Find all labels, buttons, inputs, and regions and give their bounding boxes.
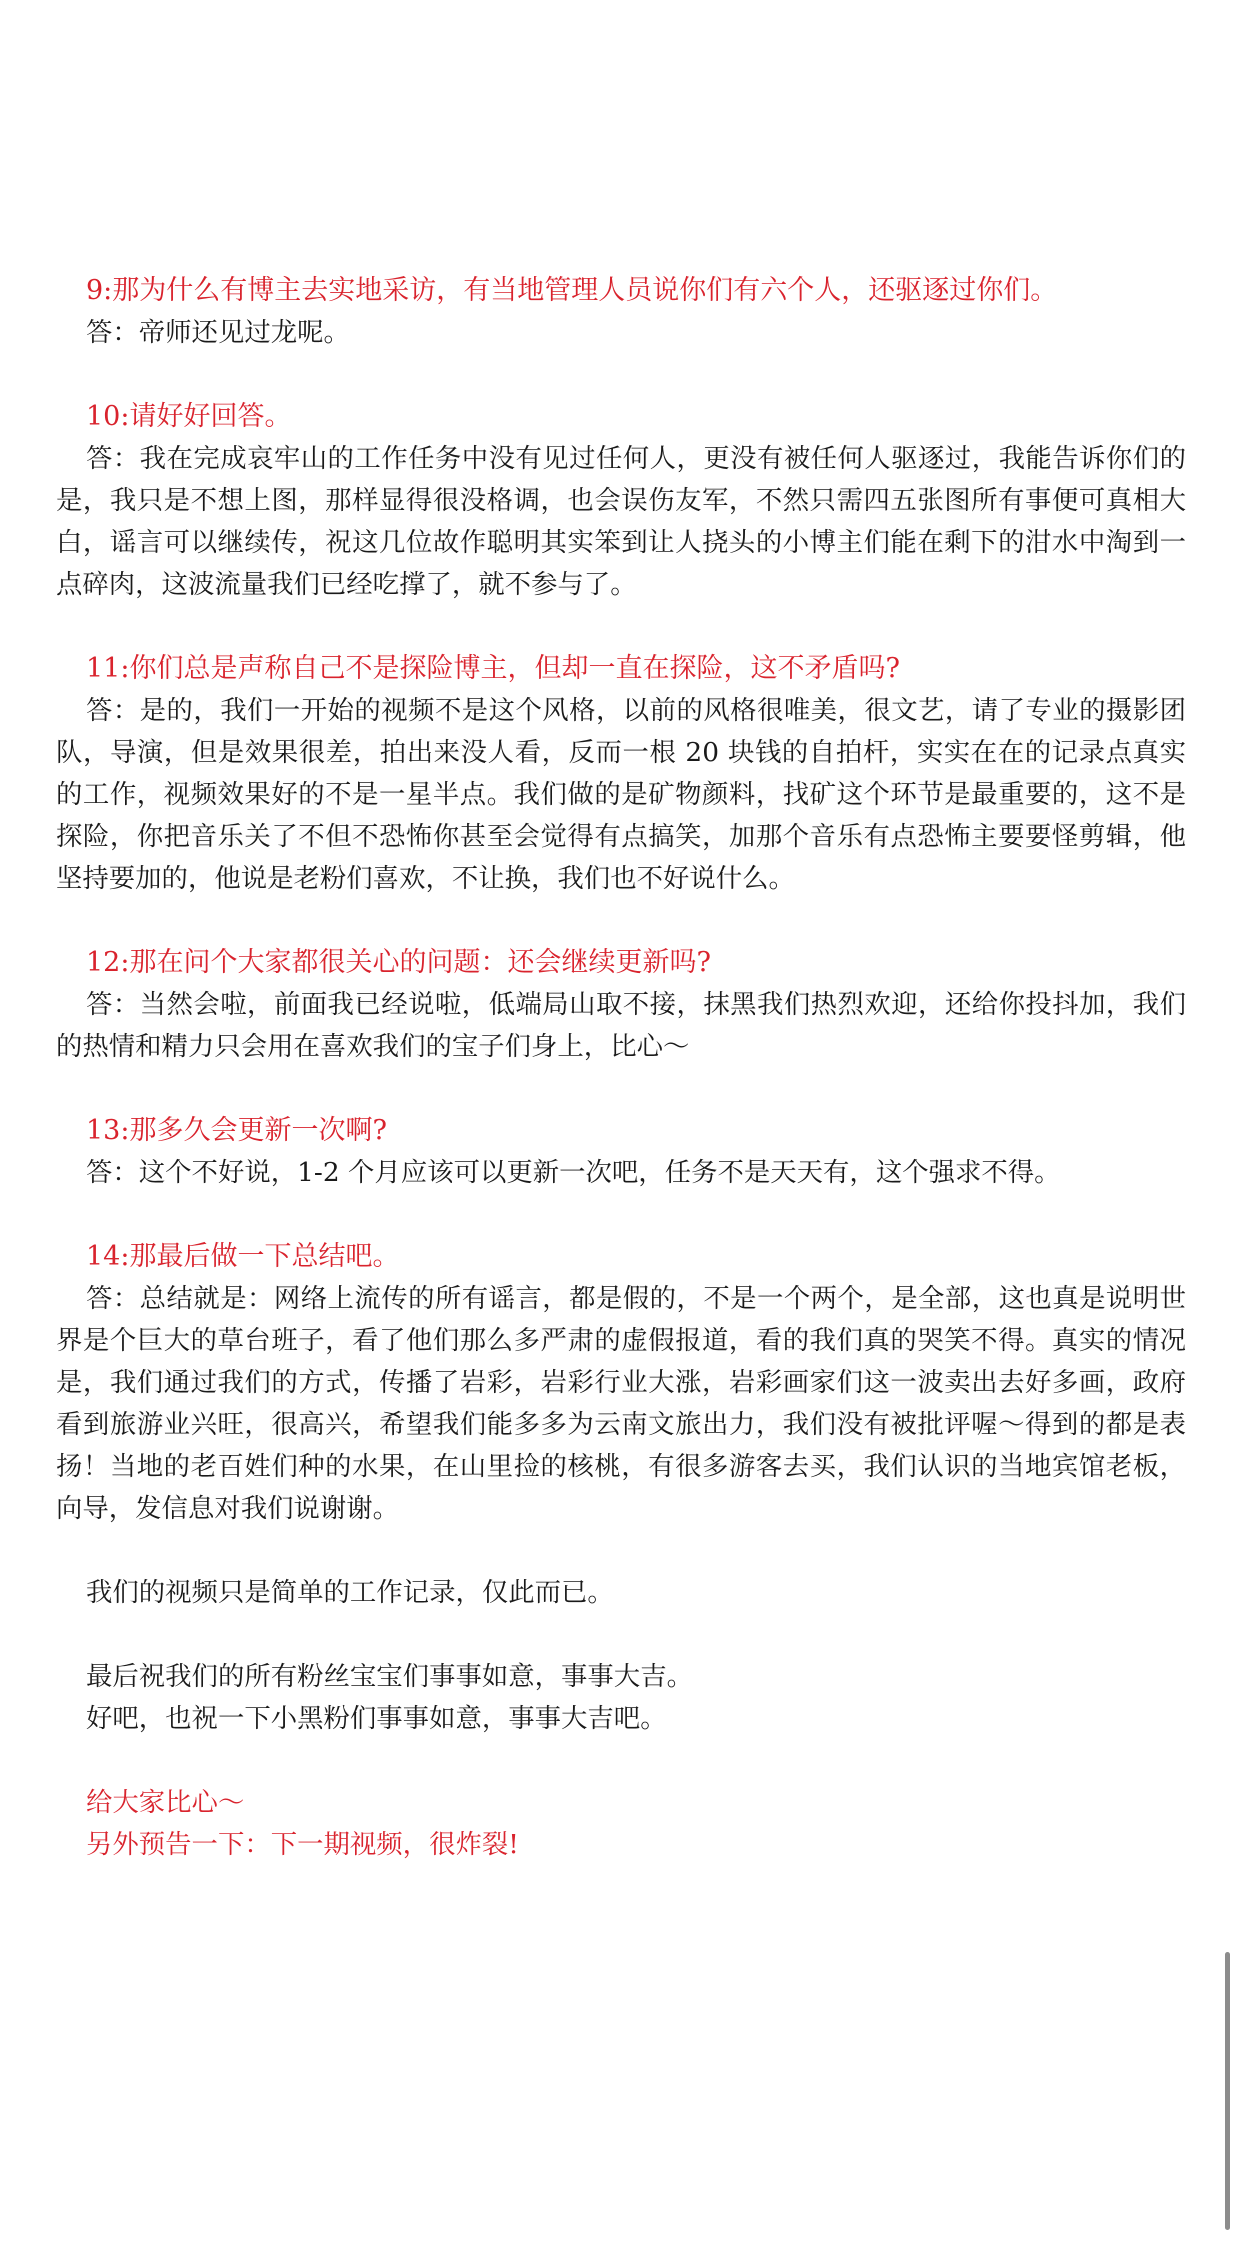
question-10: 10:请好好回答。 — [86, 401, 292, 432]
question-11: 11:你们总是声称自己不是探险博主，但却一直在探险，这不矛盾吗? — [86, 653, 900, 684]
qa-item-13 — [56, 1110, 1186, 1194]
qa-item-10 — [56, 396, 1186, 606]
answer-11: 答：是的，我们一开始的视频不是这个风格，以前的风格很唯美，很文艺，请了专业的摄影团队，导演，但是效果很差，拍出来没人看，反而一根 20 块钱的自拍杆，实实在在的记录点真实的工作，视频效果好的不是一星半点。我们做的是矿物颜料，找矿这个环节是最重要的，这不是探险，你把音乐关了不但不恐怖你甚至会觉得有点搞笑，加那个音乐有点恐怖主要要怪剪辑，他坚持要加的，他说是老粉们喜欢，不让换，我们也不好说什么。 — [56, 695, 1186, 894]
closing-statement: 我们的视频只是简单的工作记录，仅此而已。 — [86, 1577, 614, 1608]
question-12: 12:那在问个大家都很关心的问题：还会继续更新吗? — [86, 947, 711, 978]
answer-10: 答：我在完成哀牢山的工作任务中没有见过任何人，更没有被任何人驱逐过，我能告诉你们的是，我只是不想上图，那样显得很没格调，也会误伤友军，不然只需四五张图所有事便可真相大白，谣言可以继续传，祝这几位故作聪明其实笨到让人挠头的小博主们能在剩下的泔水中淘到一点碎肉，这波流量我们已经吃撑了，就不参与了。 — [56, 443, 1186, 600]
question-13: 13:那多久会更新一次啊? — [86, 1115, 387, 1146]
answer-13: 答：这个不好说，1-2 个月应该可以更新一次吧，任务不是天天有，这个强求不得。 — [86, 1157, 1061, 1188]
heart-message: 给大家比心～ — [86, 1787, 245, 1818]
answer-14: 答：总结就是：网络上流传的所有谣言，都是假的，不是一个两个，是全部，这也真是说明世界是个巨大的草台班子，看了他们那么多严肃的虚假报道，看的我们真的哭笑不得。真实的情况是，我们通过我们的方式，传播了岩彩，岩彩行业大涨，岩彩画家们这一波卖出去好多画，政府看到旅游业兴旺，很高兴，希望我们能多多为云南文旅出力，我们没有被批评喔～得到的都是表扬！当地的老百姓们种的水果，在山里捡的核桃，有很多游客去买，我们认识的当地宾馆老板，向导，发信息对我们说谢谢。 — [56, 1283, 1186, 1524]
closing-statement-block — [56, 1572, 1186, 1614]
question-14: 14:那最后做一下总结吧。 — [86, 1241, 400, 1272]
closing-wishes-block — [56, 1656, 1186, 1740]
article — [56, 270, 1186, 1908]
qa-item-9 — [56, 270, 1186, 354]
question-9: 9:那为什么有博主去实地采访，有当地管理人员说你们有六个人，还驱逐过你们。 — [86, 275, 1058, 306]
qa-item-12 — [56, 942, 1186, 1068]
next-video-preview: 另外预告一下：下一期视频，很炸裂! — [86, 1829, 519, 1860]
wish-haters: 好吧，也祝一下小黑粉们事事如意，事事大吉吧。 — [86, 1703, 667, 1734]
closing-red-block — [56, 1782, 1186, 1866]
answer-12: 答：当然会啦，前面我已经说啦，低端局山取不接，抹黑我们热烈欢迎，还给你投抖加，我们的热情和精力只会用在喜欢我们的宝子们身上，比心～ — [56, 989, 1186, 1062]
qa-item-11 — [56, 648, 1186, 900]
answer-9: 答：帝师还见过龙呢。 — [86, 317, 350, 348]
scrollbar[interactable] — [1225, 1952, 1230, 2230]
qa-item-14 — [56, 1236, 1186, 1530]
wish-fans: 最后祝我们的所有粉丝宝宝们事事如意，事事大吉。 — [86, 1661, 693, 1692]
